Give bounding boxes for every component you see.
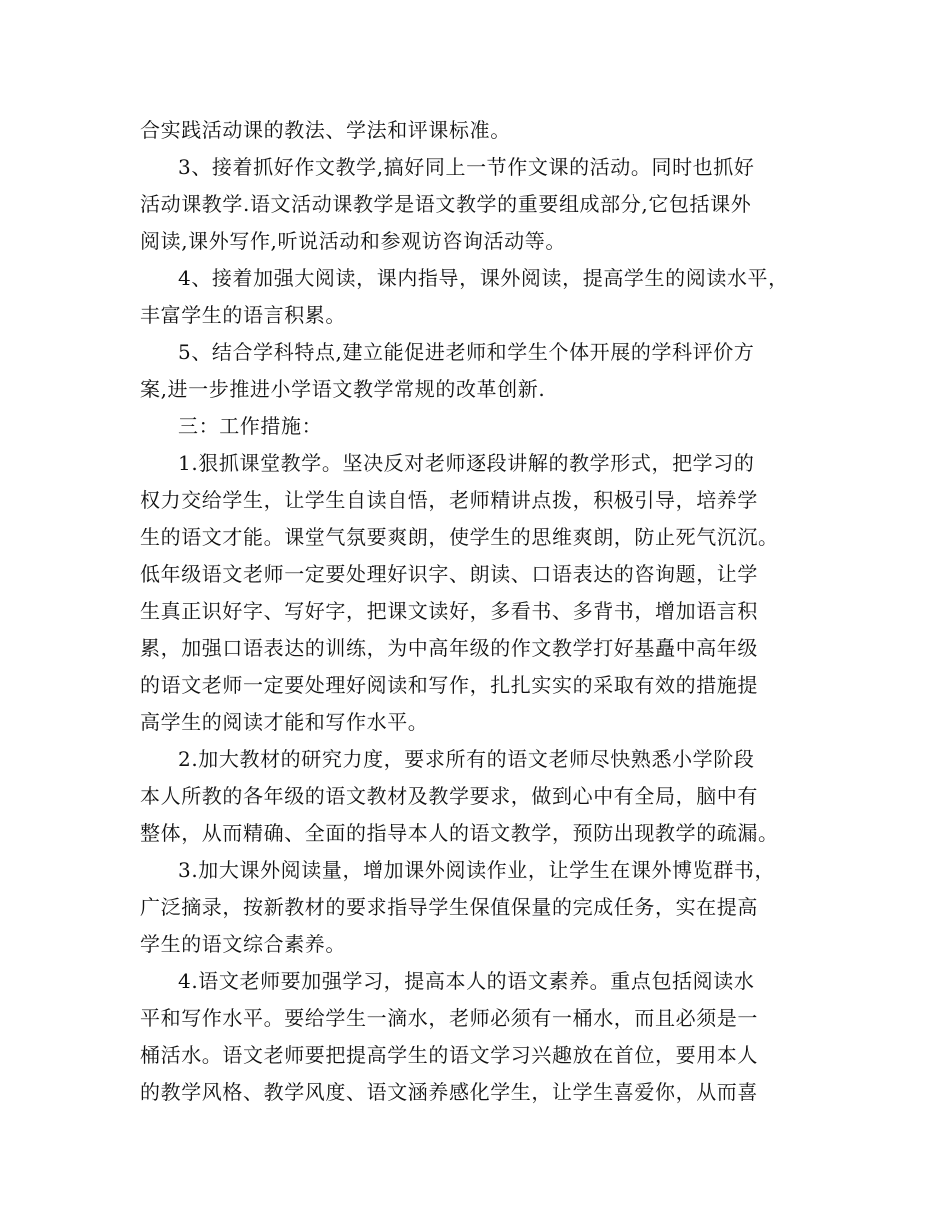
text-line: 5、结合学科特点,建立能促进老师和学生个体开展的学科评价方 bbox=[178, 340, 755, 364]
text-line: 生真正识好字、写好字，把课文读好，多看书、多背书，增加语言积 bbox=[140, 599, 758, 623]
text-line: 活动课教学.语文活动课教学是语文教学的重要组成部分,它包括课外 bbox=[140, 192, 752, 216]
text-line: 2.加大教材的研究力度，要求所有的语文老师尽快熟悉小学阶段 bbox=[178, 747, 755, 771]
text-line: 4.语文老师要加强学习，提高本人的语文素养。重点包括阅读水 bbox=[178, 969, 755, 993]
text-line: 3.加大课外阅读量，增加课外阅读作业，让学生在课外博览群书， bbox=[178, 858, 776, 882]
text-line: 的语文老师一定要处理好阅读和写作，扎扎实实的采取有效的措施提 bbox=[140, 673, 758, 697]
text-line: 生的语文才能。课堂气氛要爽朗，使学生的思维爽朗，防止死气沉沉。 bbox=[140, 525, 779, 549]
text-line: 权力交给学生，让学生自读自悟，老师精讲点拨，积极引导，培养学 bbox=[140, 488, 758, 512]
text-line: 广泛摘录，按新教材的要求指导学生保值保量的完成任务，实在提高 bbox=[140, 895, 758, 919]
text-line: 平和写作水平。要给学生一滴水，老师必须有一桶水，而且必须是一 bbox=[140, 1006, 758, 1030]
text-line: 低年级语文老师一定要处理好识字、朗读、口语表达的咨询题，让学 bbox=[140, 562, 758, 586]
text-line: 学生的语文综合素养。 bbox=[140, 932, 346, 956]
text-line: 高学生的阅读才能和写作水平。 bbox=[140, 710, 429, 734]
text-line: 本人所教的各年级的语文教材及教学要求，做到心中有全局，脑中有 bbox=[140, 784, 758, 808]
text-line: 的教学风格、教学风度、语文涵养感化学生，让学生喜爱你，从而喜 bbox=[140, 1080, 758, 1104]
text-line: 整体，从而精确、全面的指导本人的语文教学，预防出现教学的疏漏。 bbox=[140, 821, 779, 845]
text-line: 丰富学生的语言积累。 bbox=[140, 303, 346, 327]
text-line: 1.狠抓课堂教学。坚决反对老师逐段讲解的教学形式，把学习的 bbox=[178, 451, 755, 475]
section-heading: 三：工作措施： bbox=[178, 414, 323, 438]
text-line: 案,进一步推进小学语文教学常规的改革创新. bbox=[140, 377, 546, 401]
text-line: 4、接着加强大阅读，课内指导，课外阅读，提高学生的阅读水平， bbox=[178, 266, 789, 290]
text-line: 累，加强口语表达的训练，为中高年级的作文教学打好基矗中高年级 bbox=[140, 636, 758, 660]
text-line: 合实践活动课的教法、学法和评课标准。 bbox=[140, 118, 511, 142]
text-line: 阅读,课外写作,听说活动和参观访咨询活动等。 bbox=[140, 229, 566, 253]
text-line: 3、接着抓好作文教学,搞好同上一节作文课的活动。同时也抓好 bbox=[178, 155, 755, 179]
text-line: 桶活水。语文老师要把提高学生的语文学习兴趣放在首位，要用本人 bbox=[140, 1043, 758, 1067]
